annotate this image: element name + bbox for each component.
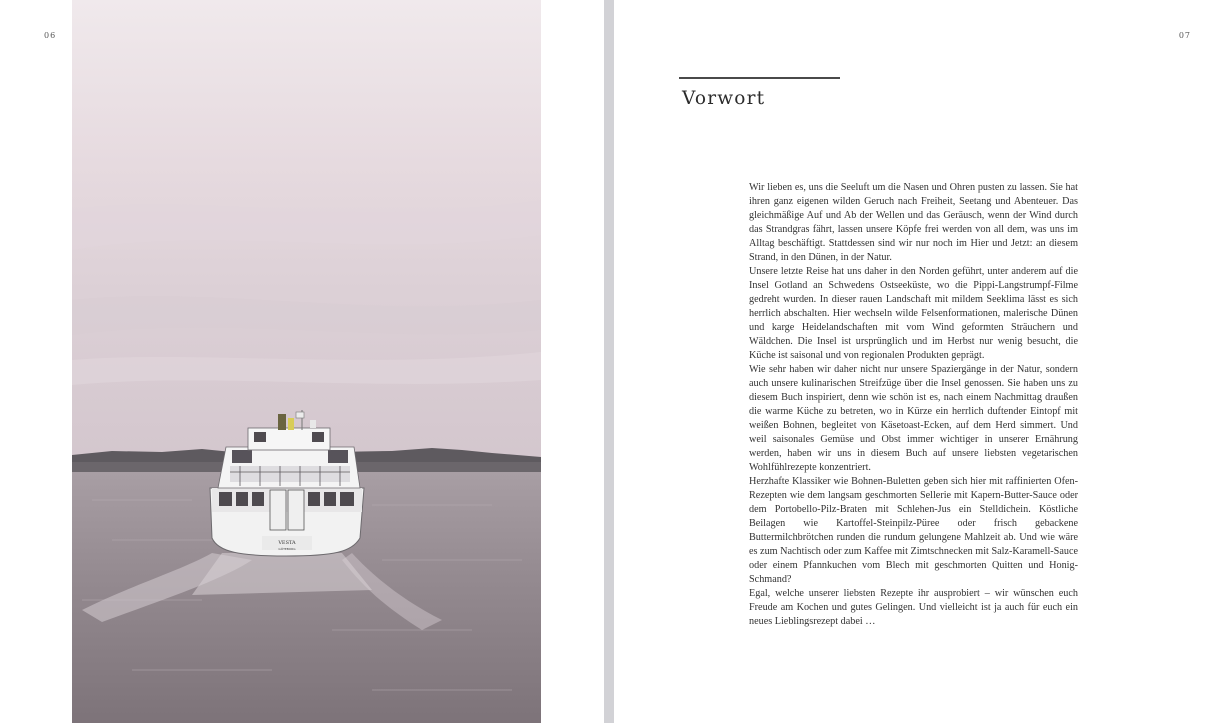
book-gutter — [604, 0, 614, 723]
left-page — [0, 0, 604, 723]
foreword-paragraph: Unsere letzte Reise hat uns daher in den Norden geführt, unter anderem auf die Insel Gotland an Schwedens Ostseeküste, wo die Pippi-Langstrumpf-Filme gedreht wurden. In dieser rauen Landschaft mit mildem Seeklima lässt es sich herrlich abschalten. Hier wechseln wilde Felsenformationen, malerische Dünen und karge Heidelandschaften mit vom Wind geformten Sträuchern und Wäldchen. Die Insel ist ursprünglich und im Herbst nur wenig besucht, die Küche ist saisonal und von regionalen Produkten geprägt. — [749, 266, 1078, 361]
page-number-left: 06 — [44, 31, 57, 40]
page-title: Vorwort — [682, 88, 766, 109]
boat-name: VESTA — [278, 540, 296, 546]
boat-home-port: GÖTEBORG — [278, 547, 296, 551]
foreword-body — [749, 181, 1078, 629]
foreword-paragraph: Egal, welche unserer liebsten Rezepte ihr ausprobiert – wir wünschen euch Freude am Kochen und gutes Gelingen. Und vielleicht ist ja auch für euch ein neues Lieblingsrezept dabei … — [749, 588, 1078, 627]
foreword-paragraph: Wie sehr haben wir daher nicht nur unsere Spaziergänge in der Natur, sondern auch unsere kulinarischen Streifzüge über die Insel genossen. Sie haben uns zu diesem Buch inspiriert, denn wie schön ist es, nach einem Nachmittag draußen die warme Küche zu betreten, wo in Kürze ein herrlich duftender Eintopf mit weißen Bohnen, begleitet von Käsetoast-Ecken, auf dem Herd simmert. Und weil saisonales Gemüse und Obst immer wichtiger in unserer Ernährung werden, haben wir uns in diesem Buch auf unsere liebsten vegetarischen Wohlfühlrezepte konzentriert. — [749, 364, 1078, 473]
ferry-photo — [72, 0, 541, 723]
title-rule — [679, 77, 840, 79]
right-page — [614, 0, 1221, 723]
foreword-paragraph: Wir lieben es, uns die Seeluft um die Nasen und Ohren pusten zu lassen. Sie hat ihren ganz eigenen wilden Geruch nach Freiheit, Seetang und Abenteuer. Das gleichmäßige Auf und Ab der Wellen und das Geräusch, wenn der Wind durch das Strandgras fährt, lassen unsere Köpfe frei werden von all dem, was uns im Alltag beschäftigt. Stattdessen sind wir nur noch im Hier und Jetzt: an diesem Strand, in den Dünen, in der Natur. — [749, 182, 1078, 263]
foreword-paragraph: Herzhafte Klassiker wie Bohnen-Buletten geben sich hier mit raffinierten Ofen-Rezepten wie dem langsam geschmorten Sellerie mit Kapern-Butter-Sauce oder dem Portobello-Pilz-Braten mit Schlehen-Jus ein Stelldichein. Köstliche Beilagen wie Kartoffel-Steinpilz-Püree oder frisch gebackene Buttermilchbrötchen runden die rundum gelungene Mahlzeit ab. Und wie wäre es zum Nachtisch oder zum Kaffee mit Zimtschnecken mit Salz-Karamell-Sauce oder einem Pfannkuchen vom Blech mit geschmorten Quitten und Honig-Schmand? — [749, 476, 1078, 585]
page-number-right: 07 — [1178, 31, 1191, 40]
